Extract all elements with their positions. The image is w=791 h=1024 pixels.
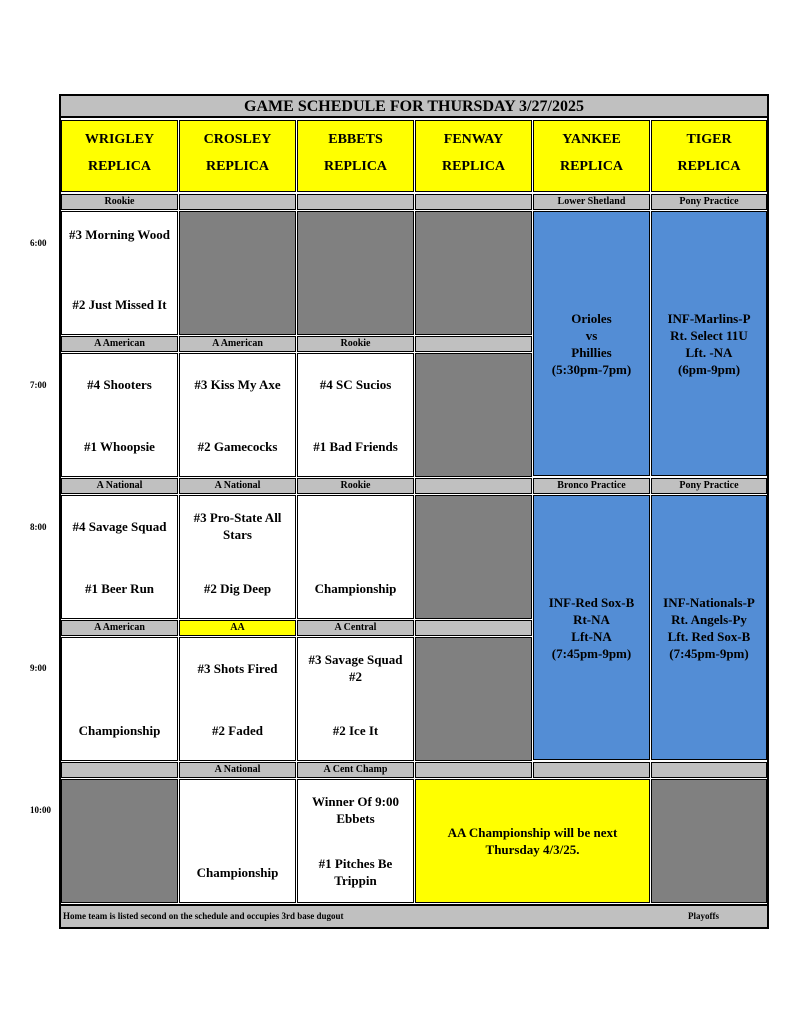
- time-label: 6:00: [30, 238, 47, 248]
- game-cell-wrigley-9: [61, 637, 178, 761]
- empty-slot: [415, 495, 532, 619]
- home-team: #2 Just Missed It: [72, 297, 167, 312]
- block-line: INF-Red Sox-B: [548, 594, 635, 610]
- field-header-crosley: [179, 120, 296, 192]
- field-sub: REPLICA: [559, 159, 623, 174]
- away-team: #4 Savage Squad: [72, 519, 167, 534]
- division-label: [297, 194, 414, 210]
- division-label: Rookie: [297, 478, 414, 494]
- division-label: Lower Shetland: [533, 194, 650, 210]
- home-team: #2 Gamecocks: [197, 439, 278, 454]
- home-team: #1 Bad Friends: [313, 439, 398, 454]
- division-label: Rookie: [297, 336, 414, 352]
- home-team: #2 Faded: [212, 723, 263, 738]
- division-label: A National: [179, 762, 296, 778]
- field-name: YANKEE: [562, 132, 621, 147]
- game-cell-ebbets-9: [297, 637, 414, 761]
- field-header-wrigley: [61, 120, 178, 192]
- away-team: #3 Kiss My Axe: [194, 377, 281, 392]
- game-cell-ebbets-10: [297, 779, 414, 903]
- division-label: Rookie: [61, 194, 178, 210]
- time-label: 9:00: [30, 663, 47, 673]
- away-team: #3 Savage Squad #2: [308, 652, 403, 684]
- away-team: #3 Shots Fired: [197, 661, 278, 676]
- block-line: vs: [585, 327, 598, 343]
- home-team: #1 Pitches Be Trippin: [318, 856, 393, 888]
- division-label: [533, 762, 650, 778]
- block-line: (5:30pm-7pm): [551, 361, 632, 377]
- page-title: GAME SCHEDULE FOR THURSDAY 3/27/2025: [61, 96, 767, 118]
- away-team: Winner Of 9:00 Ebbets: [312, 794, 399, 826]
- division-label: A National: [61, 478, 178, 494]
- notice-line: AA Championship will be next: [447, 825, 618, 840]
- practice-block-yankee-late: [533, 495, 650, 760]
- notice-line: Thursday 4/3/25.: [485, 842, 580, 857]
- field-name: FENWAY: [443, 132, 504, 147]
- game-cell-wrigley-6: [61, 211, 178, 335]
- empty-slot: [651, 779, 767, 903]
- field-header-ebbets: [297, 120, 414, 192]
- away-team: #4 SC Sucios: [319, 377, 392, 392]
- field-header-yankee: [533, 120, 650, 192]
- empty-slot: [415, 637, 532, 761]
- field-sub: REPLICA: [677, 159, 741, 174]
- field-sub: REPLICA: [441, 159, 505, 174]
- block-line: Lft. -NA: [685, 344, 733, 360]
- game-cell-wrigley-8: [61, 495, 178, 619]
- practice-block-tiger-late: [651, 495, 767, 760]
- block-line: (7:45pm-9pm): [669, 645, 749, 661]
- division-label: [651, 762, 767, 778]
- home-team: #1 Beer Run: [84, 581, 155, 596]
- game-cell-crosley-9: [179, 637, 296, 761]
- time-label: 7:00: [30, 380, 47, 390]
- division-label: A National: [179, 478, 296, 494]
- home-team: #2 Dig Deep: [203, 581, 272, 596]
- division-label: A American: [61, 620, 178, 636]
- game-cell-crosley-8: [179, 495, 296, 619]
- block-line: Orioles: [571, 310, 612, 326]
- division-label: Bronco Practice: [533, 478, 650, 494]
- away-team: #3 Pro-State All Stars: [193, 510, 282, 542]
- division-label: A Central: [297, 620, 414, 636]
- home-team: #2 Ice It: [332, 723, 379, 738]
- time-label: 10:00: [30, 805, 51, 815]
- game-cell-ebbets-7: [297, 353, 414, 477]
- home-team: Championship: [314, 581, 397, 596]
- division-label: [179, 194, 296, 210]
- empty-slot: [415, 211, 532, 335]
- away-team: #3 Morning Wood: [69, 227, 170, 242]
- block-line: Lft. Red Sox-B: [667, 628, 751, 644]
- time-label: 8:00: [30, 522, 47, 532]
- empty-slot: [61, 779, 178, 903]
- field-sub: REPLICA: [205, 159, 269, 174]
- division-label: A Cent Champ: [297, 762, 414, 778]
- game-cell-crosley-10: [179, 779, 296, 903]
- division-label: [415, 762, 532, 778]
- field-name: CROSLEY: [203, 132, 272, 147]
- block-line: Rt-NA: [573, 611, 610, 627]
- away-team: #4 Shooters: [87, 377, 152, 392]
- division-label: Pony Practice: [651, 478, 767, 494]
- field-header-fenway: [415, 120, 532, 192]
- field-name: EBBETS: [328, 132, 383, 147]
- practice-block-tiger-early: [651, 211, 767, 476]
- home-team: Championship: [196, 865, 279, 880]
- division-label: [415, 194, 532, 210]
- block-line: Phillies: [571, 344, 612, 360]
- home-team: #1 Whoopsie: [84, 439, 155, 454]
- block-line: INF-Marlins-P: [667, 310, 751, 326]
- block-line: Rt. Select 11U: [670, 327, 748, 343]
- block-line: Rt. Angels-Py: [671, 611, 747, 627]
- field-header-tiger: [651, 120, 767, 192]
- empty-slot: [179, 211, 296, 335]
- block-line: (6pm-9pm): [677, 361, 741, 377]
- block-line: (7:45pm-9pm): [551, 645, 632, 661]
- game-cell-wrigley-7: [61, 353, 178, 477]
- division-label: [415, 478, 532, 494]
- game-cell-ebbets-8: [297, 495, 414, 619]
- division-label: Pony Practice: [651, 194, 767, 210]
- home-team: Championship: [78, 723, 161, 738]
- notice-block: [415, 779, 650, 903]
- division-label: [415, 620, 532, 636]
- field-name: TIGER: [686, 132, 732, 147]
- field-sub: REPLICA: [323, 159, 387, 174]
- game-cell-crosley-7: [179, 353, 296, 477]
- footer-note: Home team is listed second on the schedule and occupies 3rd base dugout: [63, 911, 344, 921]
- block-line: Lft-NA: [571, 628, 612, 644]
- footer-bar: [61, 904, 767, 927]
- field-sub: REPLICA: [87, 159, 151, 174]
- division-label: A American: [61, 336, 178, 352]
- empty-slot: [297, 211, 414, 335]
- footer-playoffs: Playoffs: [688, 911, 719, 921]
- practice-block-yankee-early: [533, 211, 650, 476]
- division-label: [61, 762, 178, 778]
- empty-slot: [415, 353, 532, 477]
- division-label: [415, 336, 532, 352]
- division-label: AA: [179, 620, 296, 636]
- field-name: WRIGLEY: [84, 132, 155, 147]
- block-line: INF-Nationals-P: [663, 594, 755, 610]
- division-label: A American: [179, 336, 296, 352]
